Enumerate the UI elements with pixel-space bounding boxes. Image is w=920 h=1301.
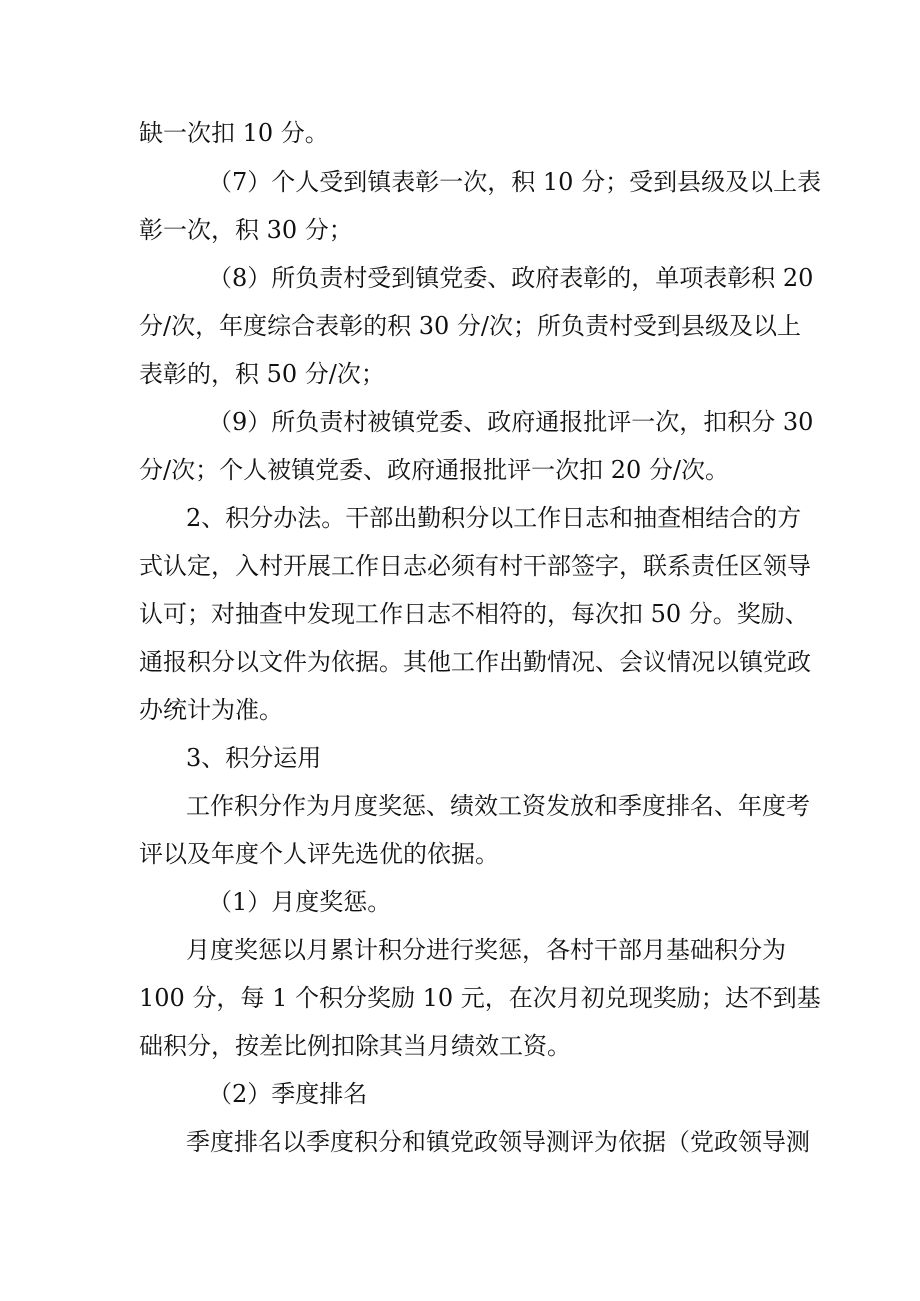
text-line: 础积分，按差比例扣除其当月绩效工资。 (139, 1032, 571, 1060)
text-line: 工作积分作为月度奖惩、绩效工资发放和季度排名、年度考 (186, 792, 810, 820)
text-line: 认可；对抽查中发现工作日志不相符的，每次扣 50 分。奖励、 (139, 600, 809, 628)
section-heading: 3、积分运用 (186, 744, 322, 772)
text-line: 评以及年度个人评先选优的依据。 (139, 840, 499, 868)
text-line: 分/次，年度综合表彰的积 30 分/次；所负责村受到县级及以上 (139, 312, 801, 340)
text-line: 缺一次扣 10 分。 (139, 119, 329, 147)
subsection-heading: （2）季度排名 (208, 1080, 368, 1108)
text-line: （8）所负责村受到镇党委、政府表彰的，单项表彰积 20 (208, 264, 814, 292)
text-line: 式认定，入村开展工作日志必须有村干部签字，联系责任区领导 (139, 552, 811, 580)
text-line: 2、积分办法。干部出勤积分以工作日志和抽查相结合的方 (186, 504, 802, 532)
subsection-heading: （1）月度奖惩。 (208, 888, 392, 916)
text-line: 表彰的，积 50 分/次； (139, 360, 385, 388)
text-line: （7）个人受到镇表彰一次，积 10 分；受到县级及以上表 (208, 168, 822, 196)
text-line: 月度奖惩以月累计积分进行奖惩，各村干部月基础积分为 (186, 936, 786, 964)
text-line: 办统计为准。 (139, 696, 283, 724)
text-line: 100 分，每 1 个积分奖励 10 元，在次月初兑现奖励；达不到基 (139, 984, 821, 1012)
text-line: 通报积分以文件为依据。其他工作出勤情况、会议情况以镇党政 (139, 648, 811, 676)
text-line: （9）所负责村被镇党委、政府通报批评一次，扣积分 30 (208, 408, 814, 436)
text-line: 分/次；个人被镇党委、政府通报批评一次扣 20 分/次。 (139, 456, 729, 484)
text-line: 彰一次，积 30 分； (139, 216, 353, 244)
text-line: 季度排名以季度积分和镇党政领导测评为依据（党政领导测 (186, 1128, 810, 1156)
